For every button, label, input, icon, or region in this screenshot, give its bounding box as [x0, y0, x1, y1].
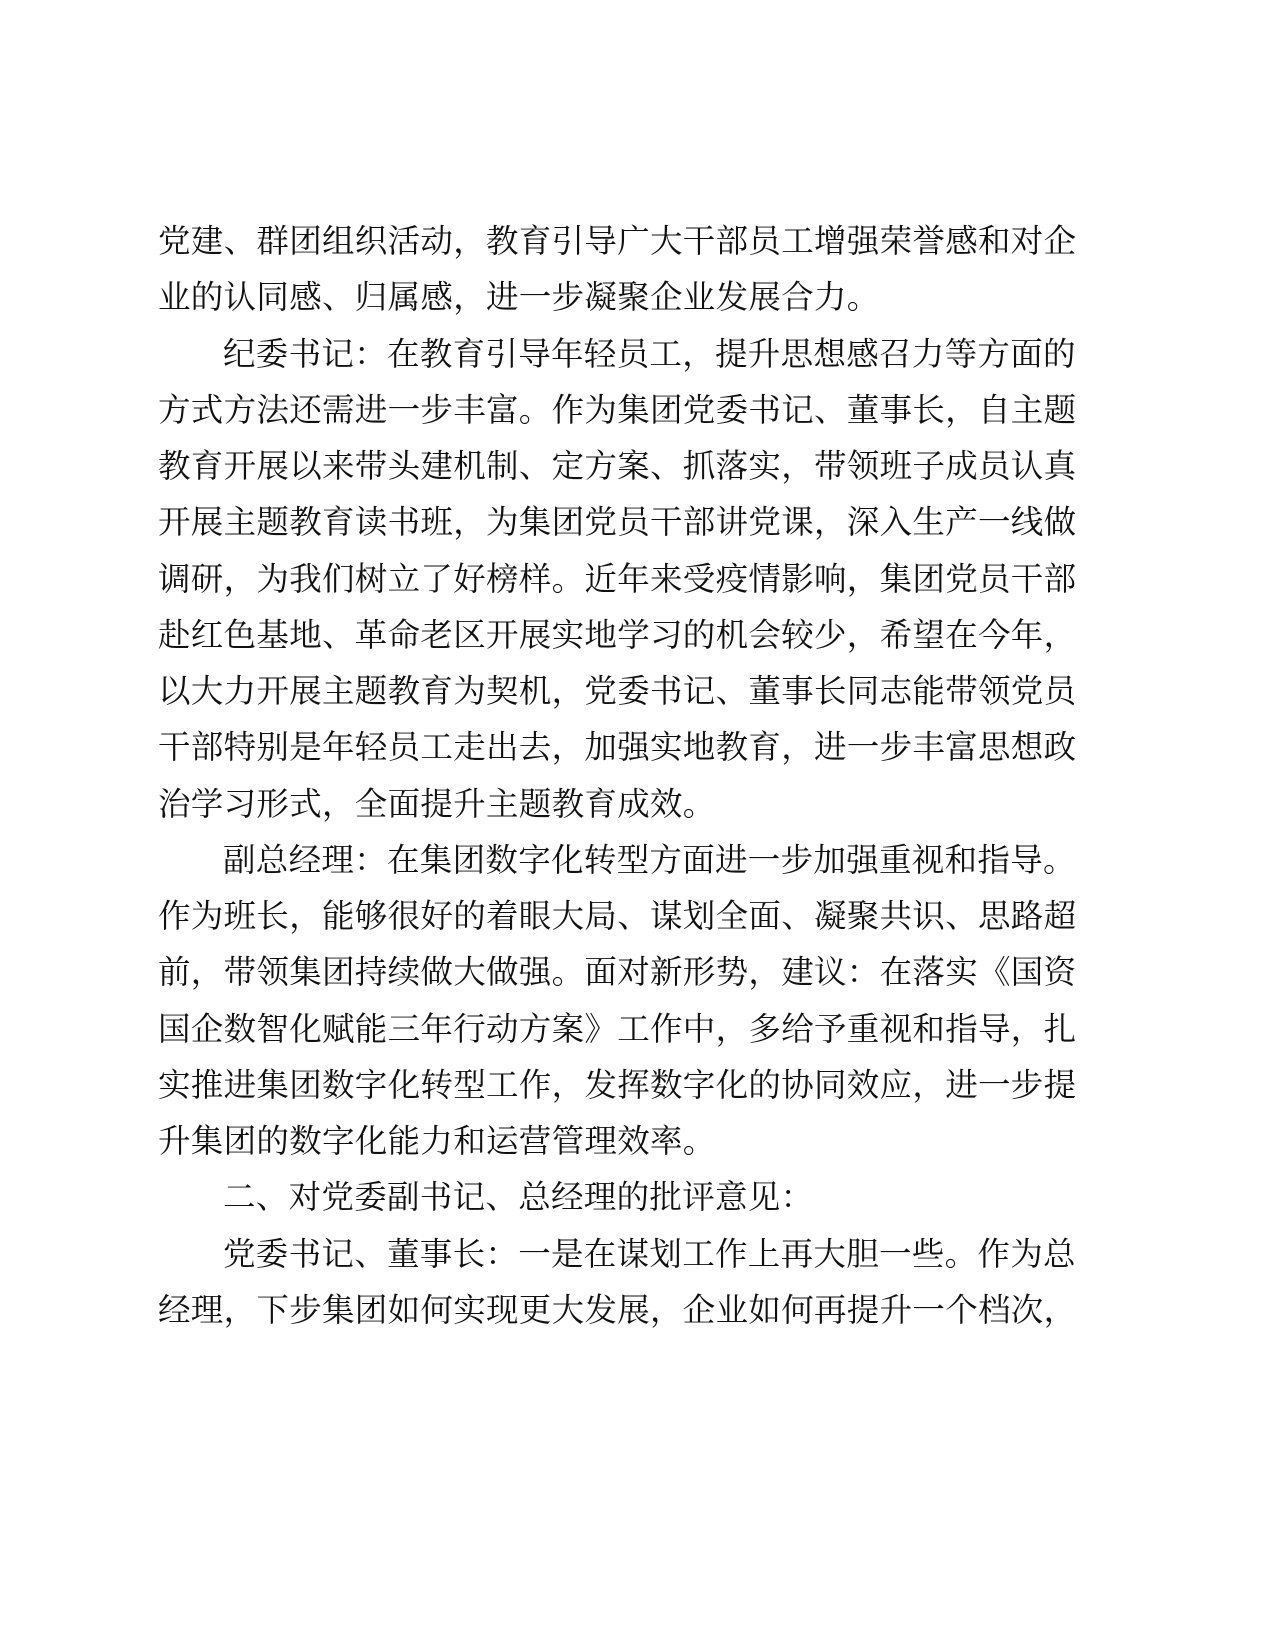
text-line: 经理，下步集团如何实现更大发展，企业如何再提升一个档次，	[158, 1290, 1077, 1329]
text-line: 前，带领集团持续做大做强。面对新形势，建议：在落实《国资	[158, 953, 1077, 992]
text-line: 调研，为我们树立了好榜样。近年来受疫情影响，集团党员干部	[158, 559, 1077, 598]
text-line: 方式方法还需进一步丰富。作为集团党委书记、董事长，自主题	[158, 390, 1077, 429]
paragraph-start-line: 党委书记、董事长：一是在谋划工作上再大胆一些。作为总	[223, 1234, 1076, 1273]
text-line: 开展主题教育读书班，为集团党员干部讲党课，深入生产一线做	[158, 503, 1077, 542]
text-line: 实推进集团数字化转型工作，发挥数字化的协同效应，进一步提	[158, 1065, 1077, 1104]
text-line: 党建、群团组织活动，教育引导广大干部员工增强荣誉感和对企	[158, 222, 1077, 260]
paragraph-start-line: 纪委书记：在教育引导年轻员工，提升思想感召力等方面的	[223, 334, 1076, 373]
text-line: 治学习形式，全面提升主题教育成效。	[158, 784, 716, 823]
text-line: 干部特别是年轻员工走出去，加强实地教育，进一步丰富思想政	[158, 728, 1077, 767]
text-line: 业的认同感、归属感，进一步凝聚企业发展合力。	[158, 278, 880, 317]
document-body	[158, 213, 1077, 1338]
text-line: 以大力开展主题教育为契机，党委书记、董事长同志能带领党员	[158, 672, 1077, 710]
text-line: 赴红色基地、革命老区开展实地学习的机会较少，希望在今年，	[158, 615, 1077, 654]
paragraph-start-line: 副总经理：在集团数字化转型方面进一步加强重视和指导。	[223, 840, 1076, 879]
text-line: 作为班长，能够很好的着眼大局、谋划全面、凝聚共识、思路超	[158, 897, 1077, 935]
text-line: 国企数智化赋能三年行动方案》工作中，多给予重视和指导，扎	[158, 1009, 1077, 1048]
text-line: 升集团的数字化能力和运营管理效率。	[158, 1122, 716, 1160]
text-line: 教育开展以来带头建机制、定方案、抓落实，带领班子成员认真	[158, 447, 1077, 485]
section-heading-line: 二、对党委副书记、总经理的批评意见：	[223, 1178, 814, 1217]
